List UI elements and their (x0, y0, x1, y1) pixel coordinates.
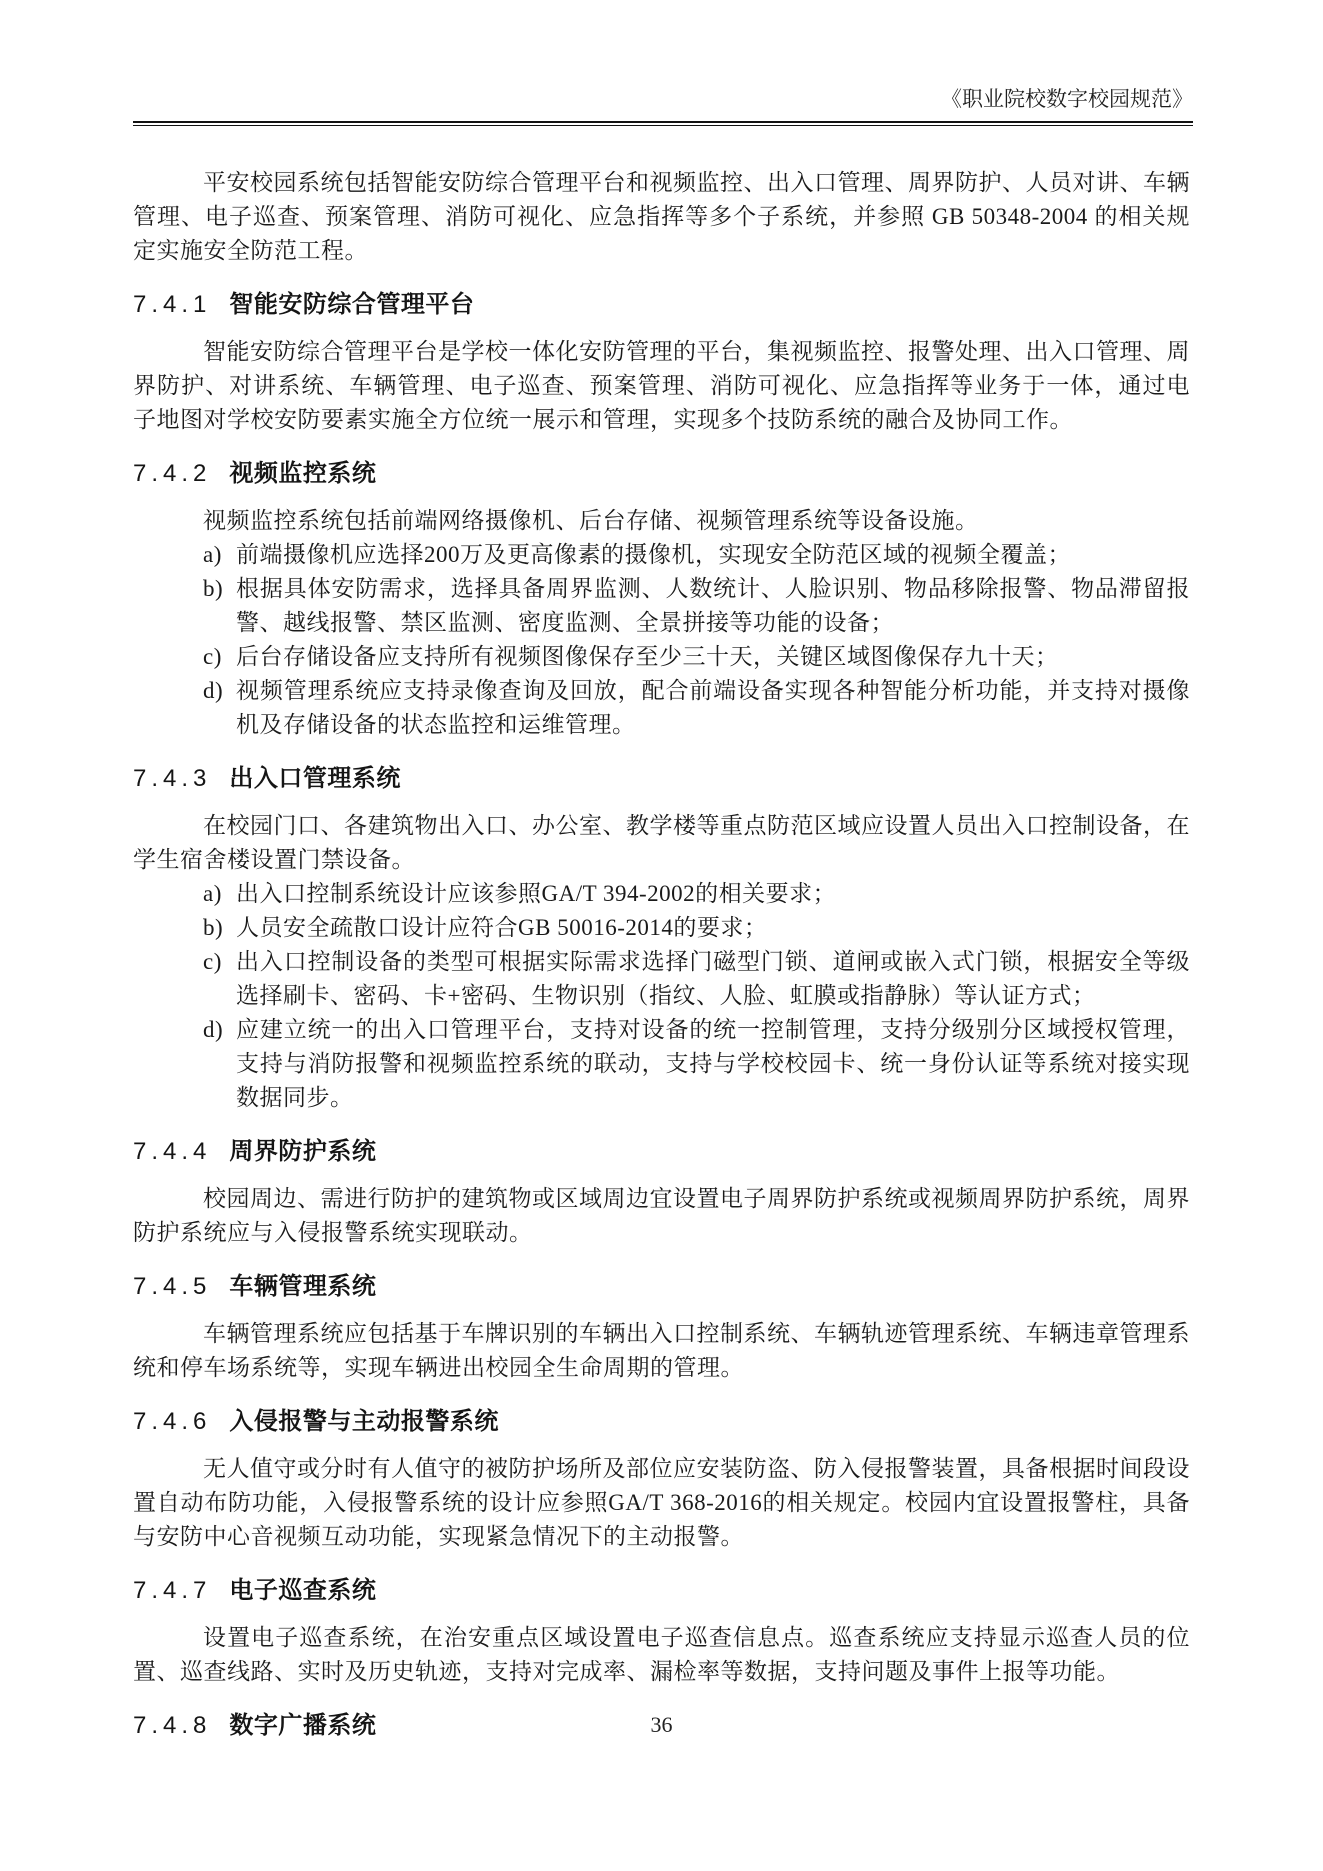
section-title: 出入口管理系统 (229, 765, 401, 792)
list-item (133, 674, 1190, 742)
list-item-label: b) (203, 576, 224, 601)
section-title: 智能安防综合管理平台 (229, 291, 475, 318)
section-heading (133, 288, 1190, 322)
list-item-text: 出入口控制系统设计应该参照GA/T 394-2002的相关要求； (236, 881, 837, 906)
list-item-text: 视频管理系统应支持录像查询及回放，配合前端设备实现各种智能分析功能，并支持对摄像机及存储设备的状态监控和运维管理。 (236, 678, 1190, 737)
section-paragraph: 校园周边、需进行防护的建筑物或区域周边宜设置电子周界防护系统或视频周界防护系统，周界防护系统应与入侵报警系统实现联动。 (133, 1186, 1190, 1245)
list-item-text: 根据具体安防需求，选择具备周界监测、人数统计、人脸识别、物品移除报警、物品滞留报警、越线报警、禁区监测、密度监测、全景拼接等功能的设备； (236, 576, 1190, 635)
list-item (133, 538, 1190, 572)
page-content (133, 166, 1190, 1756)
section-number: 7.4.8 (133, 1712, 212, 1739)
section-heading (133, 1574, 1190, 1608)
section-7-4-2 (133, 457, 1190, 742)
list-item (133, 877, 1190, 911)
list-item-text: 前端摄像机应选择200万及更高像素的摄像机，实现安全防范区域的视频全覆盖； (236, 542, 1071, 567)
list-item-text: 后台存储设备应支持所有视频图像保存至少三十天，关键区域图像保存九十天； (236, 644, 1059, 669)
list-item-label: a) (203, 881, 222, 906)
list-item-label: c) (203, 949, 222, 974)
section-heading (133, 1405, 1190, 1439)
list-item-label: b) (203, 915, 224, 940)
list-item-label: d) (203, 1017, 224, 1042)
section-7-4-4 (133, 1135, 1190, 1250)
section-paragraph: 智能安防综合管理平台是学校一体化安防管理的平台，集视频监控、报警处理、出入口管理、周界防护、对讲系统、车辆管理、电子巡查、预案管理、消防可视化、应急指挥等业务于一体，通过电子地图对学校安防要素实施全方位统一展示和管理，实现多个技防系统的融合及协同工作。 (133, 339, 1190, 432)
list-item (133, 911, 1190, 945)
section-paragraph: 设置电子巡查系统，在治安重点区域设置电子巡查信息点。巡查系统应支持显示巡查人员的位置、巡查线路、实时及历史轨迹，支持对完成率、漏检率等数据，支持问题及事件上报等功能。 (133, 1625, 1190, 1684)
list-item-label: c) (203, 644, 222, 669)
list-item (133, 1013, 1190, 1115)
section-paragraph: 在校园门口、各建筑物出入口、办公室、教学楼等重点防范区域应设置人员出入口控制设备，在学生宿舍楼设置门禁设备。 (133, 813, 1190, 872)
header-rule (133, 121, 1193, 126)
section-7-4-5 (133, 1270, 1190, 1385)
page-header (133, 86, 1193, 112)
intro-paragraph: 平安校园系统包括智能安防综合管理平台和视频监控、出入口管理、周界防护、人员对讲、车辆管理、电子巡查、预案管理、消防可视化、应急指挥等多个子系统，并参照 GB 50348-2004 的相关规定实施安全防范工程。 (133, 170, 1190, 263)
section-number: 7.4.4 (133, 1138, 212, 1165)
list-item-label: a) (203, 542, 222, 567)
section-7-4-7 (133, 1574, 1190, 1689)
section-heading (133, 1135, 1190, 1169)
section-paragraph: 无人值守或分时有人值守的被防护场所及部位应安装防盗、防入侵报警装置，具备根据时间段设置自动布防功能，入侵报警系统的设计应参照GA/T 368-2016的相关规定。校园内宜设置报警柱，具备与安防中心音视频互动功能，实现紧急情况下的主动报警。 (133, 1456, 1190, 1549)
list-item-text: 出入口控制设备的类型可根据实际需求选择门磁型门锁、道闸或嵌入式门锁，根据安全等级选择刷卡、密码、卡+密码、生物识别（指纹、人脸、虹膜或指静脉）等认证方式； (236, 949, 1190, 1008)
list-item (133, 945, 1190, 1013)
section-number: 7.4.2 (133, 460, 212, 487)
section-number: 7.4.3 (133, 765, 212, 792)
list-item (133, 640, 1190, 674)
section-paragraph: 车辆管理系统应包括基于车牌识别的车辆出入口控制系统、车辆轨迹管理系统、车辆违章管理系统和停车场系统等，实现车辆进出校园全生命周期的管理。 (133, 1321, 1190, 1380)
section-heading (133, 762, 1190, 796)
section-title: 车辆管理系统 (229, 1273, 377, 1300)
section-number: 7.4.6 (133, 1408, 212, 1435)
list-item-text: 应建立统一的出入口管理平台，支持对设备的统一控制管理，支持分级别分区域授权管理，支持与消防报警和视频监控系统的联动，支持与学校校园卡、统一身份认证等系统对接实现数据同步。 (236, 1017, 1190, 1110)
page-number: 36 (650, 1712, 673, 1737)
list-item (133, 572, 1190, 640)
document-title: 《职业院校数字校园规范》 (941, 87, 1193, 111)
sections-container (133, 288, 1190, 1743)
section-title: 数字广播系统 (229, 1712, 377, 1739)
section-7-4-3 (133, 762, 1190, 1115)
section-number: 7.4.5 (133, 1273, 212, 1300)
list-item-label: d) (203, 678, 224, 703)
section-paragraph: 视频监控系统包括前端网络摄像机、后台存储、视频管理系统等设备设施。 (203, 508, 979, 533)
section-heading (133, 1270, 1190, 1304)
section-title: 电子巡查系统 (229, 1577, 377, 1604)
section-number: 7.4.7 (133, 1577, 212, 1604)
section-title: 视频监控系统 (229, 460, 377, 487)
section-number: 7.4.1 (133, 291, 212, 318)
section-heading (133, 457, 1190, 491)
list-item-text: 人员安全疏散口设计应符合GB 50016-2014的要求； (236, 915, 768, 940)
section-title: 入侵报警与主动报警系统 (229, 1408, 499, 1435)
section-title: 周界防护系统 (229, 1138, 377, 1165)
section-7-4-1 (133, 288, 1190, 437)
section-7-4-6 (133, 1405, 1190, 1554)
